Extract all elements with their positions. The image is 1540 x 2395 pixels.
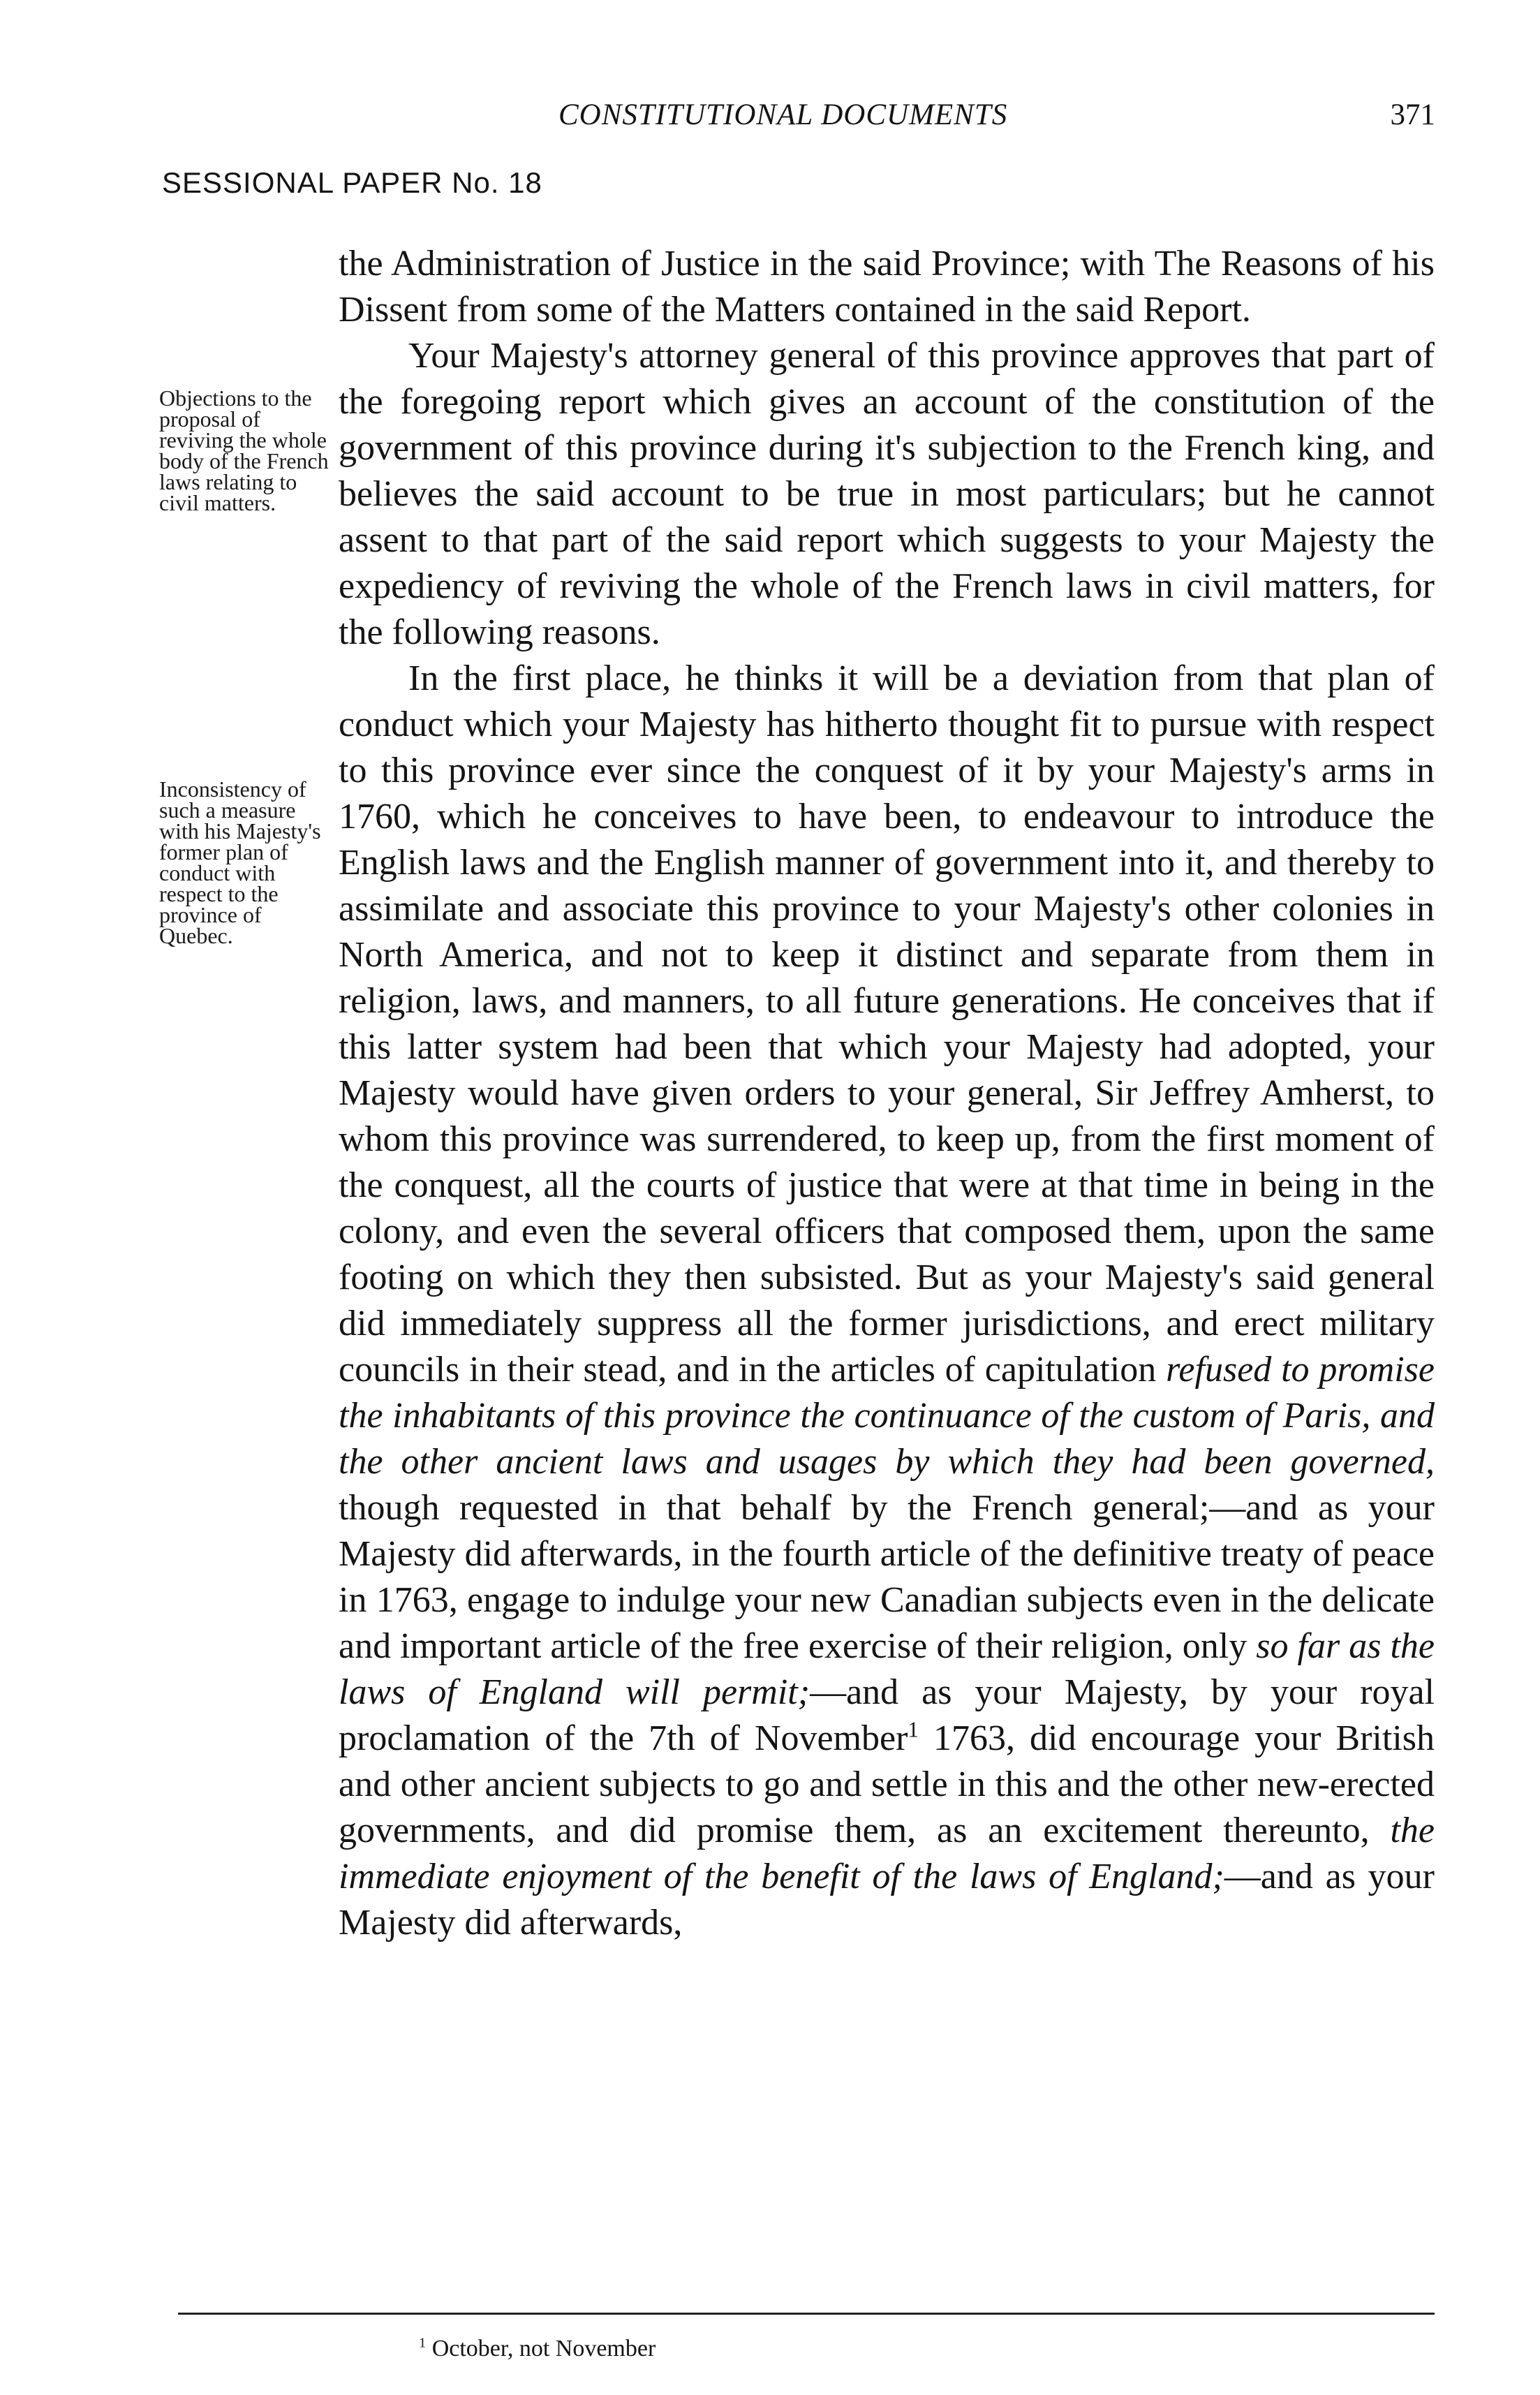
text-run: though requested in that behalf by the French general;—and as your Majesty did afterwards, in the fourth article of the definitive treaty of peace in 1763, engage to indulge your new Canadian subjects even in the delicate and important article of the free exercise of their religion, only (339, 1488, 1435, 1666)
paragraph-attorney-general: Your Majesty's attorney general of this province approves that part of the foregoing report which gives an account of the constitution of the government of this province during it's subjection to the French king, and believes the said account to be true in most particulars; but he cannot assent to that part of the said report which suggests to your Majesty the expediency of reviving the whole of the French laws in civil matters, for the following reasons. (339, 336, 1435, 652)
italic-quote-capitulation: refused to promise the inhabitants of this province the continuance of the custom of Paris, and the other ancient laws and usages by which they had been governed, (339, 1350, 1435, 1482)
text-run: 1763, did encourage your British and other ancient subjects to go and settle in this and the other new-erected governments, and did promise them, as an excitement thereunto, (339, 1718, 1435, 1850)
paragraph-first-place (339, 656, 1435, 1946)
page-number: 371 (1390, 98, 1435, 131)
footnote-ref: 1 (908, 1717, 919, 1742)
running-head (0, 98, 1540, 140)
sessional-paper-label: SESSIONAL PAPER No. 18 (162, 166, 542, 199)
italic-quote-laws: the immediate enjoyment of the benefit of the laws of England; (339, 1811, 1435, 1896)
footnote-marker: 1 (419, 2335, 427, 2351)
footnote-divider (178, 2313, 1435, 2315)
sidenote-inconsistency: Inconsistency of such a measure with his Majesty's former plan of conduct with respect to the province of Quebec. (159, 776, 321, 948)
italic-quote-religion: so far as the laws of England will permit; (339, 1626, 1435, 1712)
text-run: —and as your Majesty, by your royal proclamation of the 7th of November (339, 1672, 1435, 1758)
body-text (339, 241, 1435, 1946)
text-run: —and as your Majesty did afterwards, (339, 1857, 1435, 1943)
paragraph-continuation: the Administration of Justice in the said Province; with The Reasons of his Dissent from some of the Matters contained in the said Report. (339, 244, 1435, 330)
footnote-text: October, not November (431, 2336, 656, 2361)
sidenote-objections: Objections to the proposal of reviving the whole body of the French laws relating to civil matters. (159, 385, 329, 515)
text-run: In the first place, he thinks it will be a deviation from that plan of conduct which your Majesty has hitherto thought fit to pursue with respect to this province ever since the conquest of it by your Majesty's arms in 1760, which he conceives to have been, to endeavour to introduce the English laws and the English manner of government into it, and thereby to assimilate and associate this province to your Majesty's other colonies in North America, and not to keep it distinct and separate from them in religion, laws, and manners, to all future generations. He conceives that if this latter system had been that which your Majesty had adopted, your Majesty would have given orders to your general, Sir Jeffrey Amherst, to whom this province was surrendered, to keep up, from the first moment of the conquest, all the courts of justice that were at that time in being in the colony, and even the several officers that composed them, upon the same footing on which they then subsisted. But as your Majesty's said general did immediately suppress all the former jurisdictions, and erect military councils in their stead, and in the articles of capitulation (339, 658, 1435, 1390)
running-title: CONSTITUTIONAL DOCUMENTS (558, 98, 1008, 131)
footnote (419, 2336, 656, 2362)
